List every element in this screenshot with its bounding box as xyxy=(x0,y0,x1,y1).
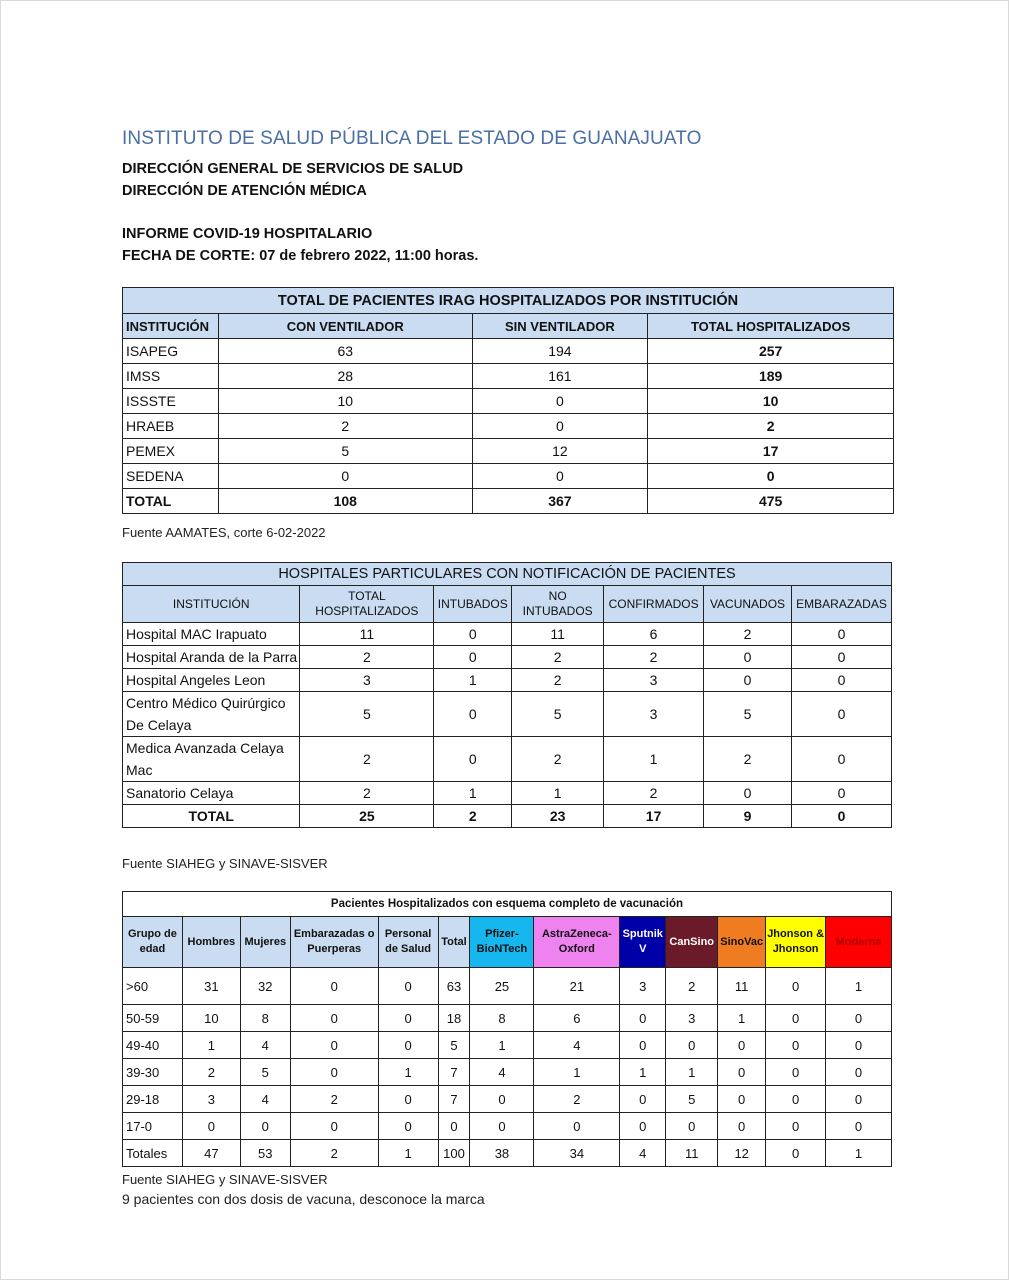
column-header: VACUNADOS xyxy=(704,586,792,623)
table-cell: 32 xyxy=(240,968,290,1005)
table-cell: 0 xyxy=(791,737,891,782)
table-cell: 0 xyxy=(434,692,512,737)
table-cell: 0 xyxy=(704,646,792,669)
column-header: INSTITUCIÓN xyxy=(123,314,219,339)
table-cell: 11 xyxy=(666,1140,718,1167)
table-cell: 3 xyxy=(604,669,704,692)
table-cell: 1 xyxy=(378,1059,438,1086)
table-cell: 0 xyxy=(290,1059,378,1086)
column-header: TOTAL HOSPITALIZADOS xyxy=(300,586,434,623)
table-cell: 194 xyxy=(472,339,648,364)
table-cell: 29-18 xyxy=(123,1086,183,1113)
table-cell: 0 xyxy=(648,464,894,489)
table-cell: 0 xyxy=(826,1086,892,1113)
table-cell: 0 xyxy=(434,646,512,669)
column-header: TOTAL HOSPITALIZADOS xyxy=(648,314,894,339)
column-header: Grupo de edad xyxy=(123,917,183,968)
table-cell: 0 xyxy=(470,1113,534,1140)
table-cell: 1 xyxy=(718,1005,766,1032)
table-cell: Sanatorio Celaya xyxy=(123,782,300,805)
table-cell: 31 xyxy=(182,968,240,1005)
table-row xyxy=(123,968,892,1005)
column-header: CONFIRMADOS xyxy=(604,586,704,623)
table-cell: >60 xyxy=(123,968,183,1005)
table-cell: 5 xyxy=(512,692,604,737)
table-cell: TOTAL xyxy=(123,805,300,828)
table-cell: 4 xyxy=(534,1032,620,1059)
table-cell: 0 xyxy=(766,1113,826,1140)
table-caption: HOSPITALES PARTICULARES CON NOTIFICACIÓN DE PACIENTES xyxy=(123,563,892,586)
table-cell: 0 xyxy=(290,1005,378,1032)
table-cell: 5 xyxy=(300,692,434,737)
table-row xyxy=(123,646,892,669)
table-row xyxy=(123,364,894,389)
table2-source: Fuente SIAHEG y SINAVE-SISVER xyxy=(122,856,328,871)
table-row xyxy=(123,339,894,364)
column-header: EMBARAZADAS xyxy=(791,586,891,623)
table-cell: Hospital Angeles Leon xyxy=(123,669,300,692)
table-cell: 1 xyxy=(378,1140,438,1167)
table-cell: 161 xyxy=(472,364,648,389)
table3-note: 9 pacientes con dos dosis de vacuna, desconoce la marca xyxy=(122,1191,485,1207)
table-cell: TOTAL xyxy=(123,489,219,514)
table-cell: 2 xyxy=(182,1059,240,1086)
table-cell: 2 xyxy=(512,669,604,692)
table-cell: 0 xyxy=(378,968,438,1005)
column-header: INTUBADOS xyxy=(434,586,512,623)
table-cell: PEMEX xyxy=(123,439,219,464)
table-body xyxy=(123,968,892,1167)
table-cell: 5 xyxy=(666,1086,718,1113)
vaccination-table xyxy=(122,891,892,1167)
private-hospitals-table xyxy=(122,562,892,828)
table-cell: 1 xyxy=(620,1059,666,1086)
table-body xyxy=(123,339,894,514)
column-header: CanSino xyxy=(666,917,718,968)
table-cell: 25 xyxy=(300,805,434,828)
table-cell: 0 xyxy=(826,1059,892,1086)
column-header: SIN VENTILADOR xyxy=(472,314,648,339)
cutoff-date: FECHA DE CORTE: 07 de febrero 2022, 11:00 horas. xyxy=(122,248,479,264)
table-cell: Hospital Aranda de la Parra xyxy=(123,646,300,669)
table-cell: 49-40 xyxy=(123,1032,183,1059)
table-cell: 0 xyxy=(434,623,512,646)
table-cell: 1 xyxy=(512,782,604,805)
table-cell: 1 xyxy=(182,1032,240,1059)
table-row xyxy=(123,439,894,464)
table-cell: 0 xyxy=(378,1032,438,1059)
table-cell: 1 xyxy=(470,1032,534,1059)
table-cell: 6 xyxy=(534,1005,620,1032)
column-header: Embarazadas o Puerperas xyxy=(290,917,378,968)
table-cell: 11 xyxy=(512,623,604,646)
table-cell: 4 xyxy=(620,1140,666,1167)
table-cell: 10 xyxy=(182,1005,240,1032)
table-cell: 17 xyxy=(648,439,894,464)
irag-institution-table xyxy=(122,287,894,514)
table-cell: 3 xyxy=(666,1005,718,1032)
table-cell: 0 xyxy=(766,1059,826,1086)
table-cell: IMSS xyxy=(123,364,219,389)
table-cell: 10 xyxy=(648,389,894,414)
table-cell: 0 xyxy=(718,1086,766,1113)
table-cell: 100 xyxy=(438,1140,470,1167)
table-cell: Centro Médico Quirúrgico De Celaya xyxy=(123,692,300,737)
table-cell: 2 xyxy=(648,414,894,439)
table-cell: 0 xyxy=(766,968,826,1005)
table-cell: 4 xyxy=(470,1059,534,1086)
table-cell: 50-59 xyxy=(123,1005,183,1032)
table-cell: 2 xyxy=(666,968,718,1005)
column-header: AstraZeneca-Oxford xyxy=(534,917,620,968)
column-header: Pfizer-BioNTech xyxy=(470,917,534,968)
table-row xyxy=(123,669,892,692)
table-cell: 28 xyxy=(218,364,472,389)
table-cell: 0 xyxy=(791,623,891,646)
column-header: Mujeres xyxy=(240,917,290,968)
column-header: NO INTUBADOS xyxy=(512,586,604,623)
table-cell: 6 xyxy=(604,623,704,646)
report-title: INFORME COVID-19 HOSPITALARIO xyxy=(122,226,373,242)
table-cell: 2 xyxy=(300,646,434,669)
table-cell: 3 xyxy=(300,669,434,692)
table-cell: 0 xyxy=(791,782,891,805)
table-cell: 0 xyxy=(704,669,792,692)
total-row xyxy=(123,805,892,828)
table-cell: 1 xyxy=(666,1059,718,1086)
table-cell: 9 xyxy=(704,805,792,828)
table-cell: 0 xyxy=(826,1005,892,1032)
table-cell: 0 xyxy=(718,1032,766,1059)
table-row xyxy=(123,1113,892,1140)
table-cell: 4 xyxy=(240,1086,290,1113)
table-cell: 2 xyxy=(704,623,792,646)
table-cell: Hospital MAC Irapuato xyxy=(123,623,300,646)
table-cell: 5 xyxy=(704,692,792,737)
table-caption: TOTAL DE PACIENTES IRAG HOSPITALIZADOS POR INSTITUCIÓN xyxy=(123,288,894,314)
table-cell: 34 xyxy=(534,1140,620,1167)
table-cell: 0 xyxy=(472,464,648,489)
column-header: Total xyxy=(438,917,470,968)
table-cell: 1 xyxy=(604,737,704,782)
table-cell: 475 xyxy=(648,489,894,514)
table-cell: 63 xyxy=(438,968,470,1005)
table-cell: 8 xyxy=(240,1005,290,1032)
table-cell: 0 xyxy=(620,1086,666,1113)
table-cell: 5 xyxy=(438,1032,470,1059)
table-cell: 47 xyxy=(182,1140,240,1167)
table-cell: 0 xyxy=(534,1113,620,1140)
directorate-medical: DIRECCIÓN DE ATENCIÓN MÉDICA xyxy=(122,183,367,199)
column-header: Hombres xyxy=(182,917,240,968)
table-cell: 0 xyxy=(472,414,648,439)
table-cell: 17 xyxy=(604,805,704,828)
table-cell: 2 xyxy=(290,1140,378,1167)
table-cell: 1 xyxy=(534,1059,620,1086)
table-cell: 0 xyxy=(620,1113,666,1140)
table-cell: 0 xyxy=(826,1032,892,1059)
table-cell: 2 xyxy=(300,782,434,805)
table-row xyxy=(123,1086,892,1113)
table-cell: 108 xyxy=(218,489,472,514)
table-cell: 0 xyxy=(766,1086,826,1113)
table-cell: 8 xyxy=(470,1005,534,1032)
table-cell: 7 xyxy=(438,1059,470,1086)
table-cell: 0 xyxy=(378,1086,438,1113)
table-cell: 0 xyxy=(182,1113,240,1140)
table-cell: 1 xyxy=(434,669,512,692)
table-cell: 0 xyxy=(718,1059,766,1086)
table-cell: 0 xyxy=(766,1032,826,1059)
table-cell: 0 xyxy=(290,1113,378,1140)
table-cell: Medica Avanzada Celaya Mac xyxy=(123,737,300,782)
table-cell: 0 xyxy=(434,737,512,782)
table-cell: 2 xyxy=(604,646,704,669)
table-cell: 10 xyxy=(218,389,472,414)
table-cell: 0 xyxy=(620,1005,666,1032)
table-cell: 2 xyxy=(290,1086,378,1113)
table-cell: 5 xyxy=(218,439,472,464)
table-cell: 2 xyxy=(300,737,434,782)
table-row xyxy=(123,1140,892,1167)
table-caption: Pacientes Hospitalizados con esquema completo de vacunación xyxy=(123,892,892,917)
table-row xyxy=(123,1005,892,1032)
table-cell: 0 xyxy=(718,1113,766,1140)
table-cell: 39-30 xyxy=(123,1059,183,1086)
table-cell: 2 xyxy=(604,782,704,805)
table-cell: 3 xyxy=(604,692,704,737)
table-cell: 0 xyxy=(470,1086,534,1113)
table-cell: 0 xyxy=(620,1032,666,1059)
table-cell: 38 xyxy=(470,1140,534,1167)
table3-source: Fuente SIAHEG y SINAVE-SISVER xyxy=(122,1172,328,1187)
column-header: CON VENTILADOR xyxy=(218,314,472,339)
table-row xyxy=(123,464,894,489)
table-cell: 367 xyxy=(472,489,648,514)
table-row xyxy=(123,782,892,805)
table-cell: 257 xyxy=(648,339,894,364)
table-cell: 0 xyxy=(438,1113,470,1140)
table-cell: 0 xyxy=(378,1005,438,1032)
table-cell: 2 xyxy=(704,737,792,782)
table-cell: ISSSTE xyxy=(123,389,219,414)
table-row xyxy=(123,389,894,414)
table-cell: 0 xyxy=(290,1032,378,1059)
table-cell: 2 xyxy=(512,646,604,669)
directorate-general: DIRECCIÓN GENERAL DE SERVICIOS DE SALUD xyxy=(122,161,464,177)
table-cell: 2 xyxy=(534,1086,620,1113)
table-cell: 2 xyxy=(218,414,472,439)
table-cell: 0 xyxy=(290,968,378,1005)
table-cell: HRAEB xyxy=(123,414,219,439)
table-cell: 63 xyxy=(218,339,472,364)
table-cell: 25 xyxy=(470,968,534,1005)
table-cell: Totales xyxy=(123,1140,183,1167)
table-row xyxy=(123,623,892,646)
column-header: Jhonson & Jhonson xyxy=(766,917,826,968)
table-cell: 0 xyxy=(791,805,891,828)
table-cell: 0 xyxy=(791,692,891,737)
table-row xyxy=(123,1032,892,1059)
table-cell: 7 xyxy=(438,1086,470,1113)
table-cell: 0 xyxy=(378,1113,438,1140)
table-cell: 0 xyxy=(791,646,891,669)
table-cell: 12 xyxy=(472,439,648,464)
table-cell: 5 xyxy=(240,1059,290,1086)
table-row xyxy=(123,414,894,439)
column-header: Moderna xyxy=(826,917,892,968)
column-header: Personal de Salud xyxy=(378,917,438,968)
table-cell: ISAPEG xyxy=(123,339,219,364)
table-cell: 0 xyxy=(766,1140,826,1167)
column-header: Sputnik V xyxy=(620,917,666,968)
table-cell: 0 xyxy=(791,669,891,692)
table-row xyxy=(123,737,892,782)
table-cell: 21 xyxy=(534,968,620,1005)
table-cell: 0 xyxy=(666,1113,718,1140)
table-cell: 0 xyxy=(472,389,648,414)
table-body xyxy=(123,623,892,828)
table-cell: 23 xyxy=(512,805,604,828)
table-cell: 0 xyxy=(826,1113,892,1140)
table-cell: 189 xyxy=(648,364,894,389)
table1-source: Fuente AAMATES, corte 6-02-2022 xyxy=(122,525,326,540)
table-cell: 0 xyxy=(240,1113,290,1140)
table-cell: 2 xyxy=(434,805,512,828)
table-cell: 3 xyxy=(620,968,666,1005)
table-cell: 17-0 xyxy=(123,1113,183,1140)
table-cell: 3 xyxy=(182,1086,240,1113)
table-cell: 1 xyxy=(826,1140,892,1167)
table-cell: 0 xyxy=(704,782,792,805)
column-header: SinoVac xyxy=(718,917,766,968)
table-cell: 1 xyxy=(826,968,892,1005)
table-cell: 4 xyxy=(240,1032,290,1059)
table-cell: 53 xyxy=(240,1140,290,1167)
table-cell: 18 xyxy=(438,1005,470,1032)
table-row xyxy=(123,1059,892,1086)
table-cell: 11 xyxy=(718,968,766,1005)
table-cell: 0 xyxy=(218,464,472,489)
table-cell: 12 xyxy=(718,1140,766,1167)
table-cell: 2 xyxy=(512,737,604,782)
table-cell: 1 xyxy=(434,782,512,805)
table-row xyxy=(123,692,892,737)
table-cell: SEDENA xyxy=(123,464,219,489)
table-cell: 0 xyxy=(766,1005,826,1032)
table-cell: 0 xyxy=(666,1032,718,1059)
institute-title: INSTITUTO DE SALUD PÚBLICA DEL ESTADO DE GUANAJUATO xyxy=(122,128,702,149)
table-row xyxy=(123,489,894,514)
table-cell: 11 xyxy=(300,623,434,646)
column-header: INSTITUCIÓN xyxy=(123,586,300,623)
